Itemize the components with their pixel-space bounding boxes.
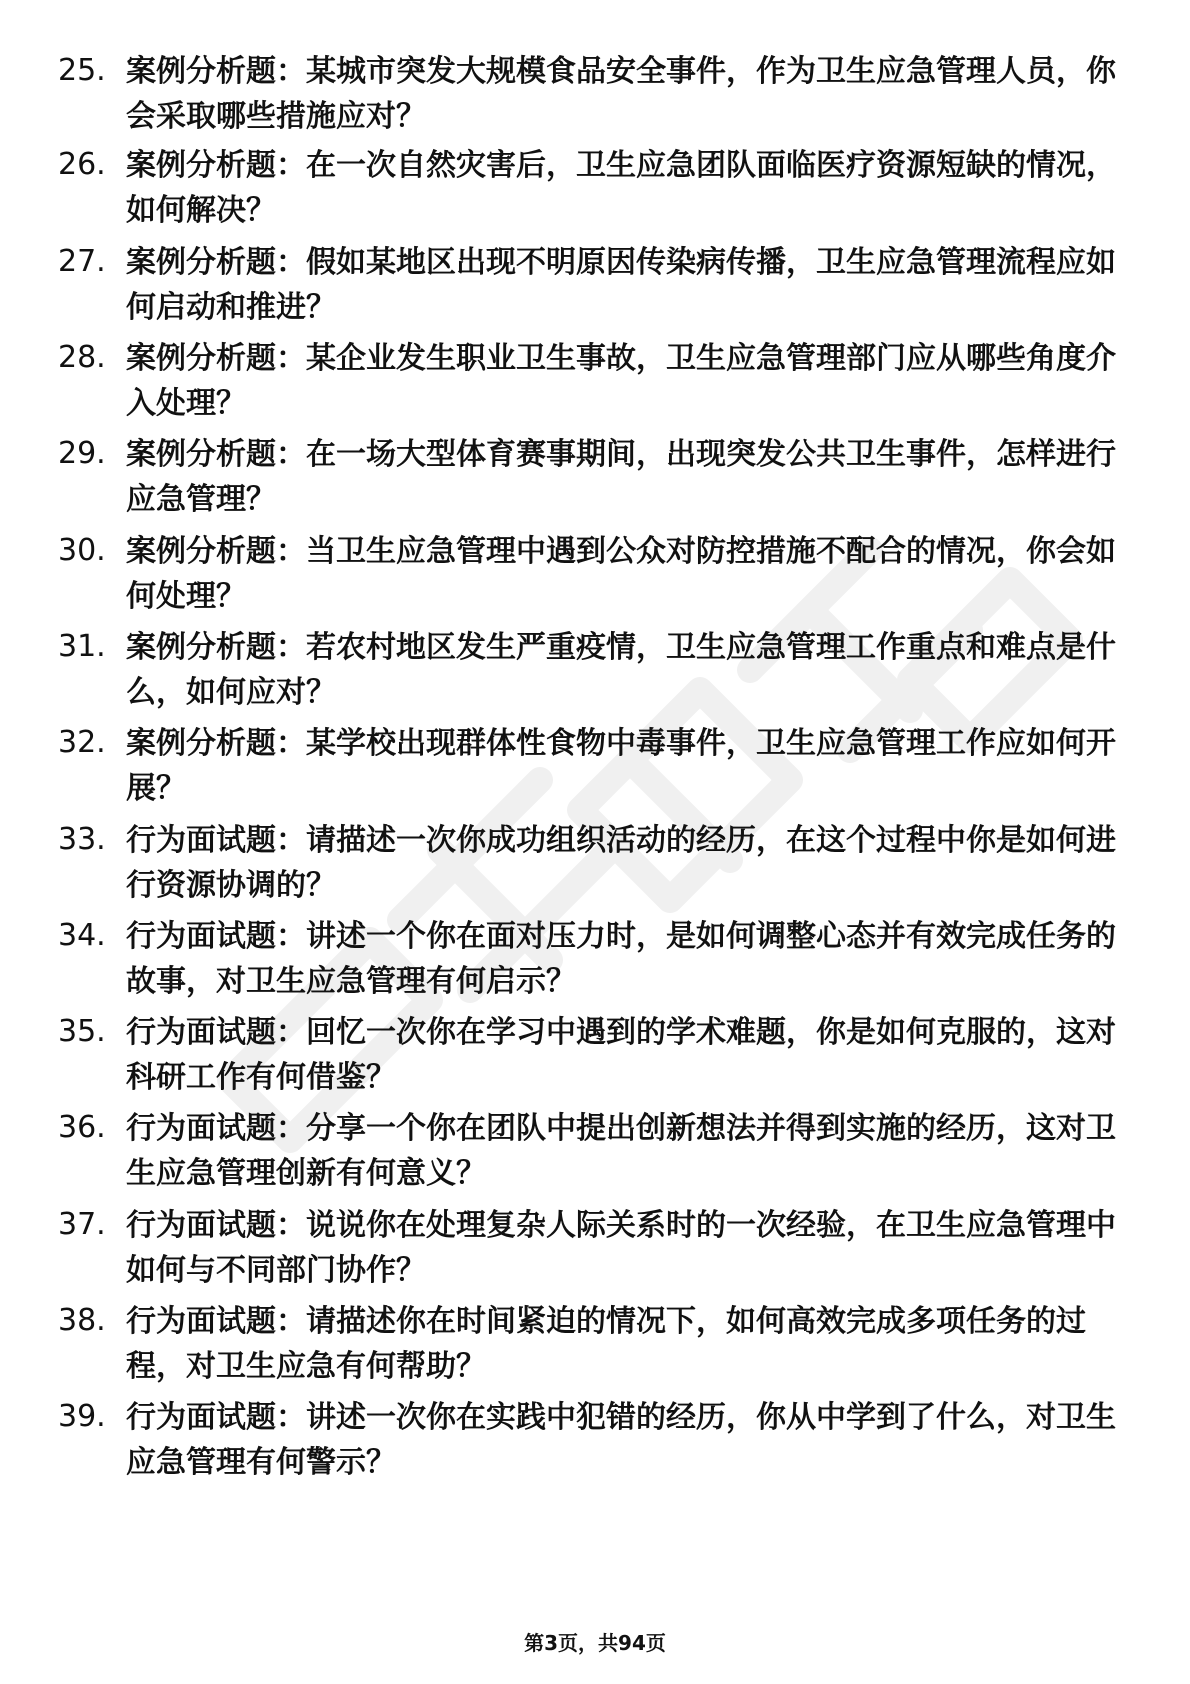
question-text: 案例分析题：假如某地区出现不明原因传染病传播，卫生应急管理流程应如何启动和推进？ xyxy=(126,245,1116,325)
question-text: 案例分析题：某城市突发大规模食品安全事件，作为卫生应急管理人员，你会采取哪些措施应对？ xyxy=(126,54,1116,134)
question-number: 39. xyxy=(58,1399,106,1434)
question-text: 案例分析题：在一次自然灾害后，卫生应急团队面临医疗资源短缺的情况，如何解决？ xyxy=(126,148,1116,228)
question-text: 案例分析题：在一场大型体育赛事期间，出现突发公共卫生事件，怎样进行应急管理？ xyxy=(126,437,1116,517)
question-number: 33. xyxy=(58,822,106,857)
question-number: 35. xyxy=(58,1014,106,1049)
question-text: 案例分析题：若农村地区发生严重疫情，卫生应急管理工作重点和难点是什么，如何应对？ xyxy=(126,630,1116,710)
question-text: 案例分析题：某学校出现群体性食物中毒事件，卫生应急管理工作应如何开展？ xyxy=(126,726,1116,806)
question-number: 27. xyxy=(58,244,106,279)
question-text: 行为面试题：回忆一次你在学习中遇到的学术难题，你是如何克服的，这对科研工作有何借鉴？ xyxy=(126,1015,1116,1095)
question-number: 26. xyxy=(58,147,106,182)
question-text: 行为面试题：讲述一个你在面对压力时，是如何调整心态并有效完成任务的故事，对卫生应急管理有何启示？ xyxy=(126,919,1116,999)
question-text: 行为面试题：讲述一次你在实践中犯错的经历，你从中学到了什么，对卫生应急管理有何警示？ xyxy=(126,1400,1116,1480)
question-number: 29. xyxy=(58,436,106,471)
question-number: 32. xyxy=(58,725,106,760)
question-text: 案例分析题：某企业发生职业卫生事故，卫生应急管理部门应从哪些角度介入处理？ xyxy=(126,341,1116,421)
question-text: 行为面试题：请描述一次你成功组织活动的经历，在这个过程中你是如何进行资源协调的？ xyxy=(126,823,1116,903)
question-number: 31. xyxy=(58,629,106,664)
question-text: 行为面试题：说说你在处理复杂人际关系时的一次经验，在卫生应急管理中如何与不同部门协作？ xyxy=(126,1208,1116,1288)
question-number: 38. xyxy=(58,1303,106,1338)
question-text: 行为面试题：请描述你在时间紧迫的情况下，如何高效完成多项任务的过程，对卫生应急有何帮助？ xyxy=(126,1304,1086,1384)
question-text: 行为面试题：分享一个你在团队中提出创新想法并得到实施的经历，这对卫生应急管理创新有何意义？ xyxy=(126,1111,1116,1191)
question-number: 30. xyxy=(58,533,106,568)
page-footer: 第3页，共94页 xyxy=(524,1631,666,1655)
question-number: 37. xyxy=(58,1207,106,1242)
question-number: 34. xyxy=(58,918,106,953)
question-number: 25. xyxy=(58,53,106,88)
question-text: 案例分析题：当卫生应急管理中遇到公众对防控措施不配合的情况，你会如何处理？ xyxy=(126,534,1116,614)
question-number: 36. xyxy=(58,1110,106,1145)
question-number: 28. xyxy=(58,340,106,375)
